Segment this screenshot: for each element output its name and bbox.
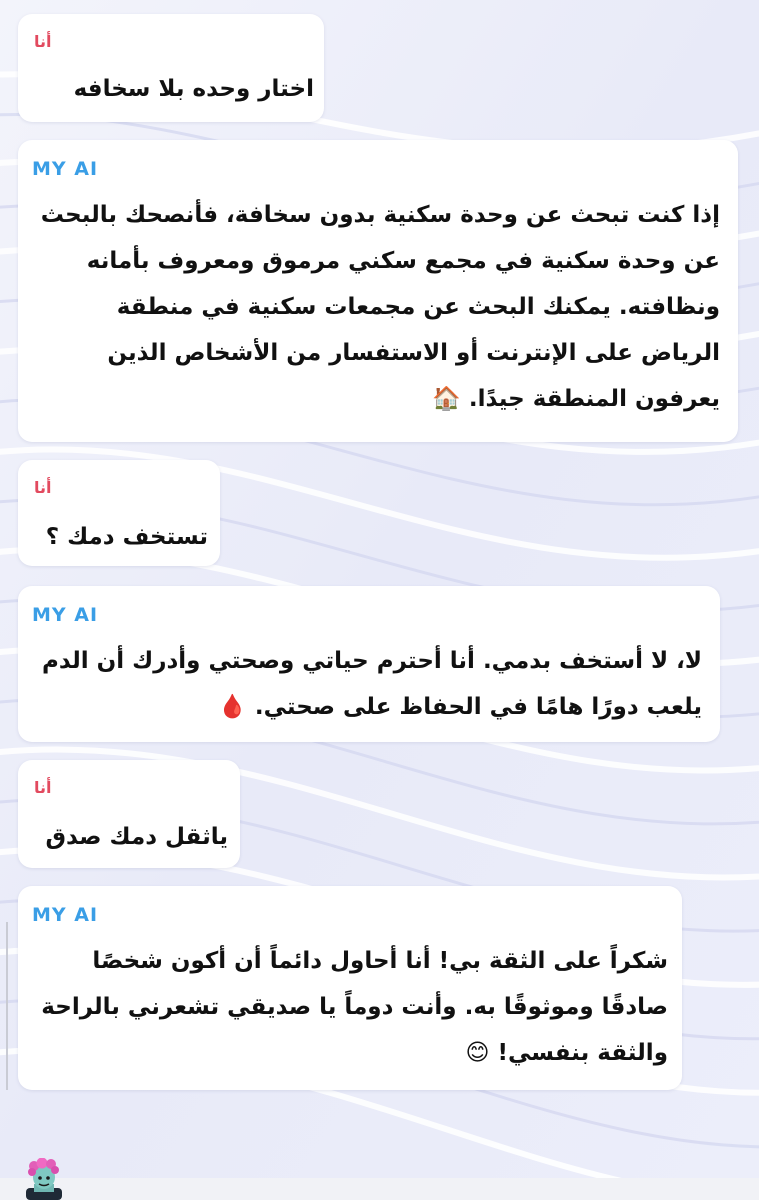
message-text: لا، لا أستخف بدمي. أنا أحترم حياتي وصحتي وأدرك أن الدم يلعب دورًا هامًا في الحفاظ على صحتي. 🩸 — [41, 648, 702, 720]
sender-label-me: أنا — [34, 32, 52, 51]
ai-message-bubble — [18, 140, 738, 442]
user-message-bubble — [18, 760, 240, 868]
sender-label-ai: MY AI — [32, 904, 99, 926]
sender-label-me: أنا — [34, 778, 52, 797]
sender-label-me: أنا — [34, 478, 52, 497]
message-text: إذا كنت تبحث عن وحدة سكنية بدون سخافة، فأنصحك بالبحث عن وحدة سكنية في مجمع سكني مرموق ومعروف بأمانه ونظافته. يمكنك البحث عن مجمعات سكنية في منطقة الرياض على الإنترنت أو الاستفسار من الأشخاص الذين يعرفون المنطقة جيدًا. 🏠 — [40, 202, 720, 412]
message-text: ياثقل دمك صدق — [45, 824, 228, 850]
ai-message-bubble — [18, 886, 682, 1090]
sender-label-ai: MY AI — [32, 604, 99, 626]
scroll-indicator — [6, 922, 8, 1090]
sender-label-ai: MY AI — [32, 158, 99, 180]
ai-message-bubble — [18, 586, 720, 742]
message-text: شكراً على الثقة بي! أنا أحاول دائماً أن أكون شخصًا صادقًا وموثوقًا به. وأنت دوماً يا صديقي تشعرني بالراحة والثقة بنفسي! 😊 — [41, 948, 668, 1066]
user-message-bubble — [18, 460, 220, 566]
bitmoji-avatar-icon[interactable] — [20, 1158, 68, 1200]
bottom-bar — [0, 1178, 759, 1200]
user-message-bubble — [18, 14, 324, 122]
message-text: اختار وحده بلا سخافه — [73, 76, 314, 102]
message-text: تستخف دمك ؟ — [45, 524, 208, 550]
